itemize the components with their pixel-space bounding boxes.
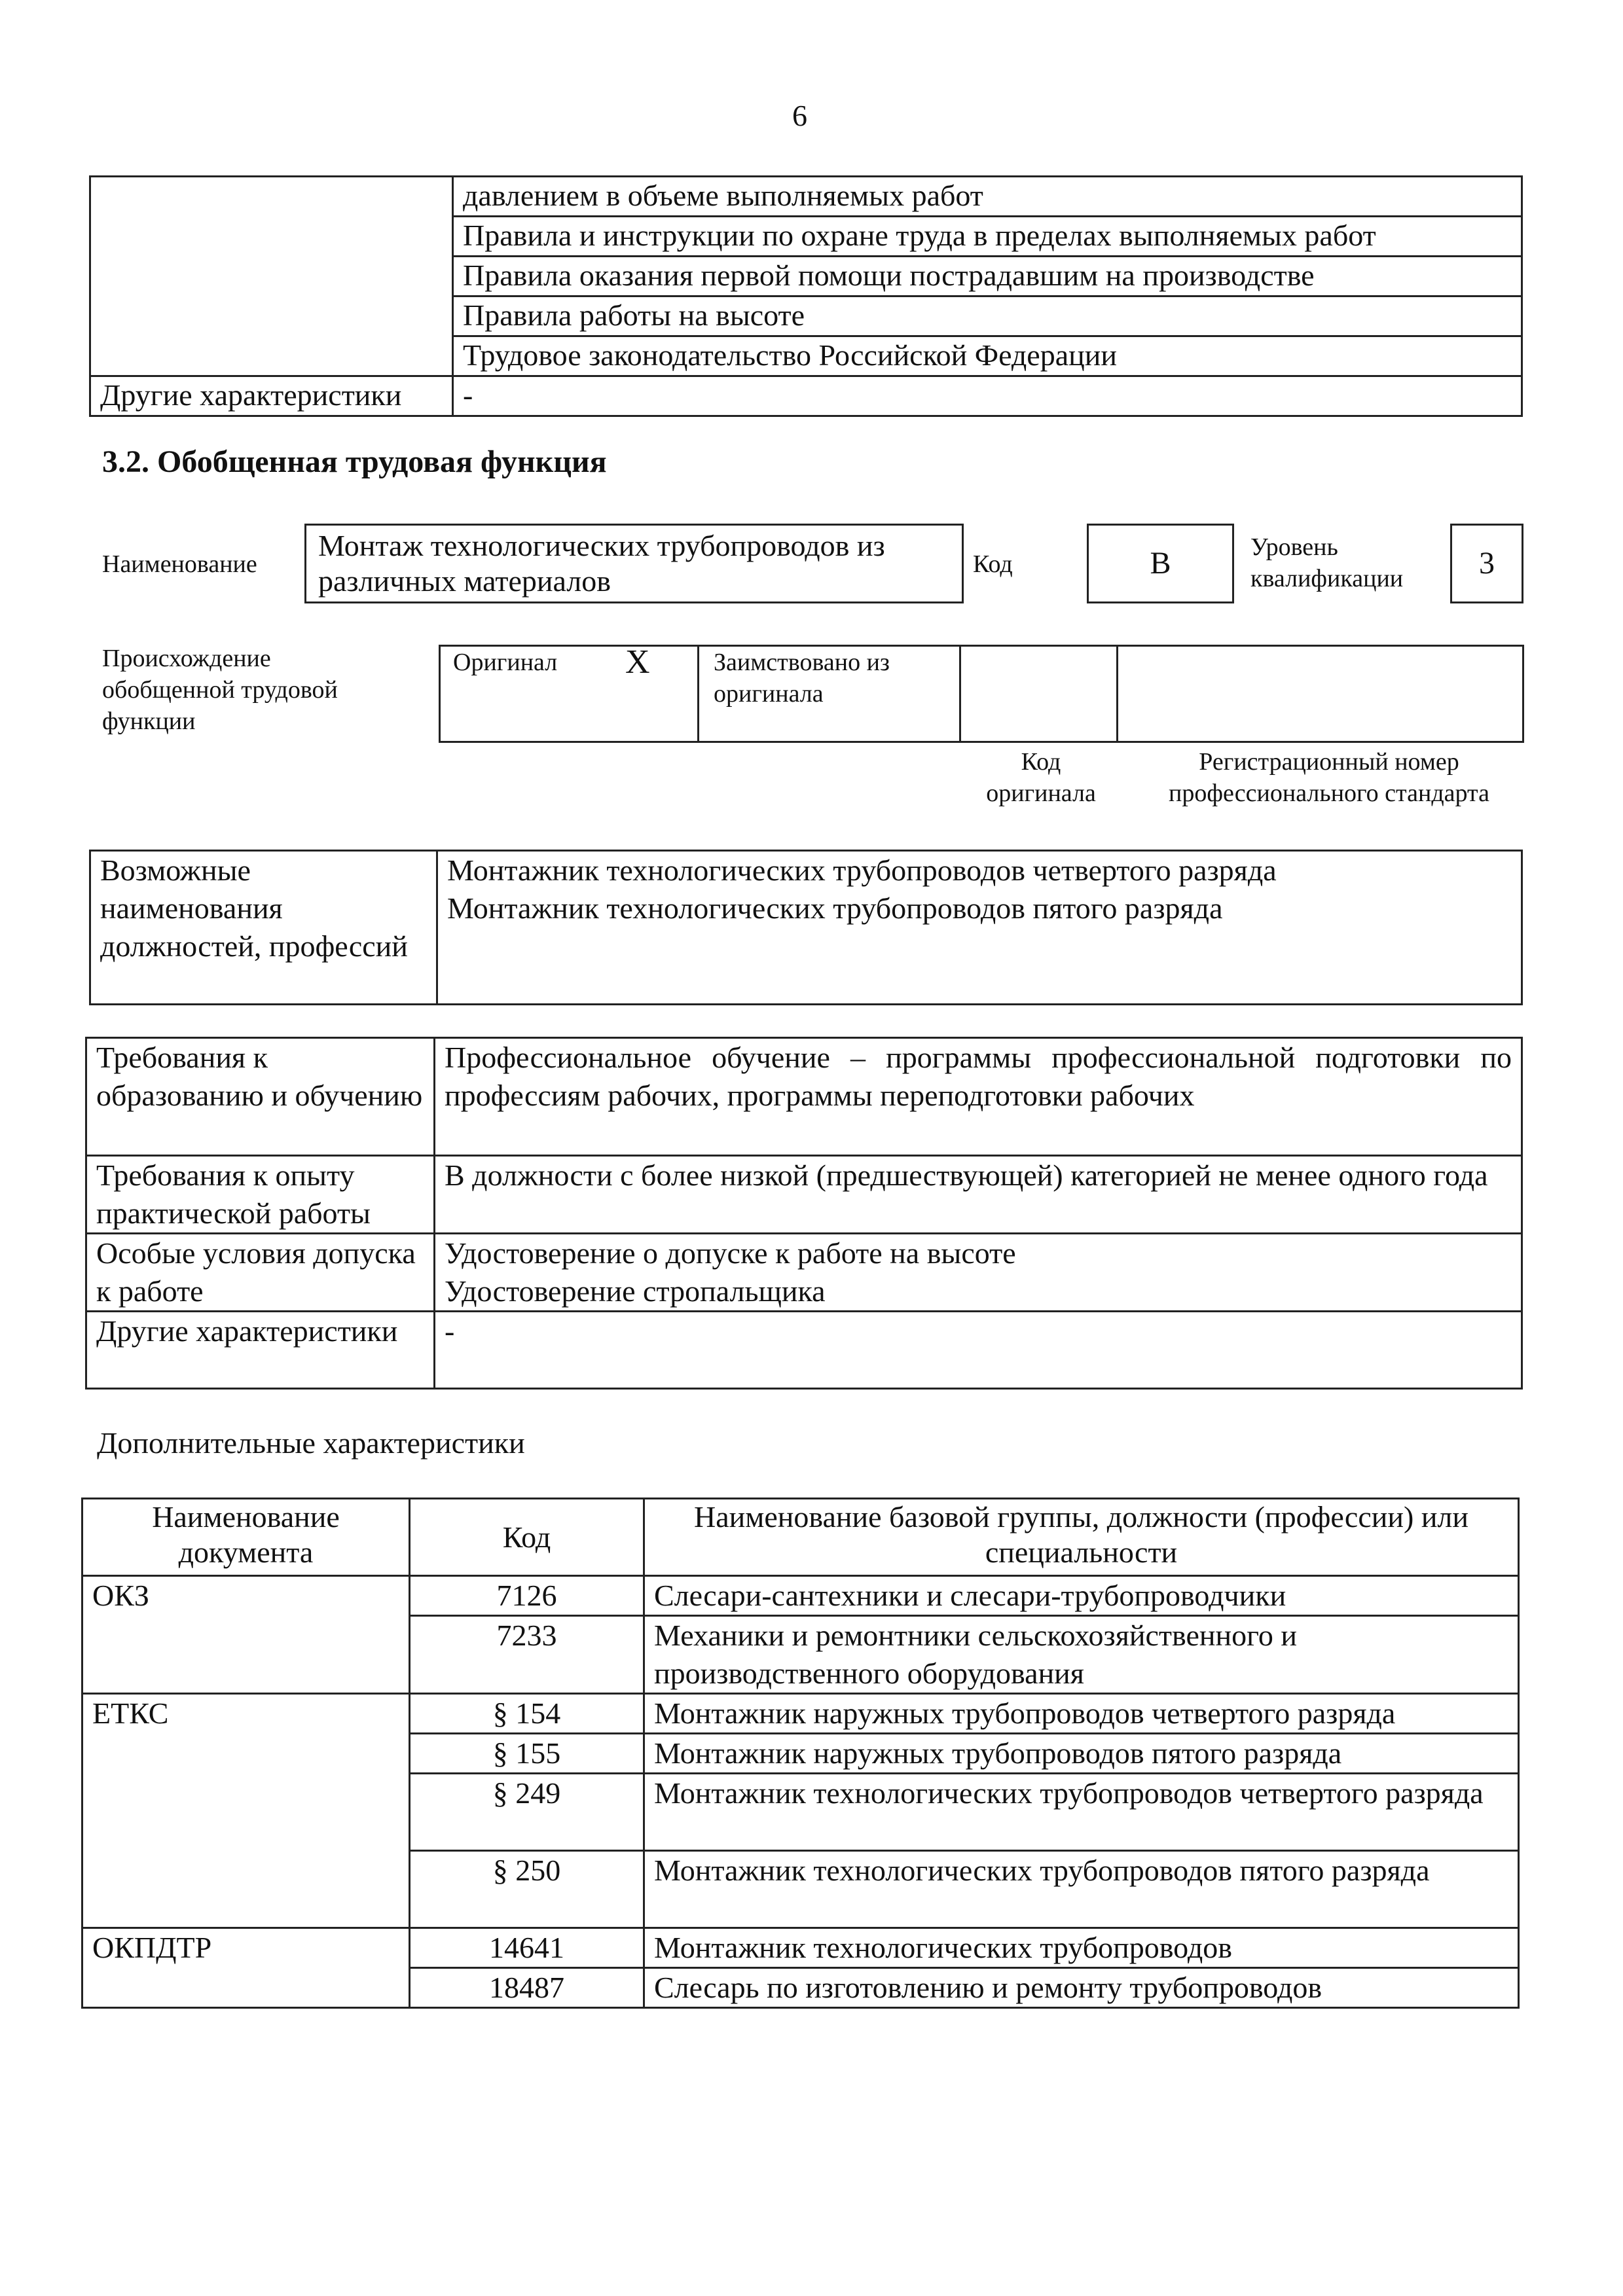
table-row: Трудовое законодательство Российской Федерации (453, 336, 1522, 376)
code-original-caption: Код оригинала (986, 748, 1096, 807)
doc-okpdtr: ОКПДТР (82, 1928, 410, 2008)
name-cell: Слесарь по изготовлению и ремонту трубопроводов (644, 1968, 1519, 2008)
name-cell: Монтажник технологических трубопроводов (644, 1928, 1519, 1968)
name-cell: Монтажник технологических трубопроводов пятого разряда (644, 1851, 1519, 1928)
name-label: Наименование (102, 550, 257, 578)
list-item: Монтажник технологических трубопроводов четвертого разряда (447, 853, 1277, 887)
positions-label: Возможные наименования должностей, профессий (90, 851, 437, 1005)
name-cell: Монтажник наружных трубопроводов пятого разряда (644, 1734, 1519, 1774)
code-value: B (1150, 546, 1171, 581)
name-value: Монтаж технологических трубопроводов из различных материалов (318, 529, 885, 598)
doc-etks: ЕТКС (82, 1694, 410, 1928)
code-cell: 7233 (410, 1616, 644, 1694)
additional-table (81, 1498, 1520, 2009)
other-label: Другие характеристики (86, 1312, 435, 1389)
education-label: Требования к образованию и обучению (86, 1038, 435, 1156)
code-value-box (1087, 524, 1234, 603)
code-cell: § 154 (410, 1694, 644, 1734)
list-item: Удостоверение стропальщика (445, 1274, 826, 1308)
code-cell: § 155 (410, 1734, 644, 1774)
borrowed-label: Заимствовано из оригинала (714, 649, 890, 708)
divider (1116, 645, 1118, 743)
code-label: Код (973, 550, 1013, 578)
name-cell: Механики и ремонтники сельскохозяйственного и производственного оборудования (644, 1616, 1519, 1694)
code-cell: 7126 (410, 1576, 644, 1616)
code-cell: § 250 (410, 1851, 644, 1928)
level-label: Уровень квалификации (1250, 533, 1404, 592)
original-mark: X (625, 643, 650, 681)
divider (959, 645, 961, 743)
origin-label: Происхождение обобщенной трудовой функции (102, 645, 338, 735)
origin-box (439, 645, 1524, 743)
positions-table (89, 850, 1523, 1005)
other-characteristics-value: - (453, 376, 1522, 416)
level-value-box (1450, 524, 1523, 603)
education-value: Профессиональное обучение – программы профессиональной подготовки по профессиям рабочих, программы переподготовки рабочих (435, 1038, 1522, 1156)
header-name: Наименование базовой группы, должности (профессии) или специальности (644, 1499, 1519, 1576)
table-row: Правила работы на высоте (453, 296, 1522, 336)
name-cell: Монтажник наружных трубопроводов четвертого разряда (644, 1694, 1519, 1734)
table-row: Правила и инструкции по охране труда в пределах выполняемых работ (453, 217, 1522, 257)
name-value-box (304, 524, 964, 603)
page-number: 6 (792, 99, 807, 132)
reg-number-caption: Регистрационный номер профессионального стандарта (1169, 748, 1489, 807)
list-item: Монтажник технологических трубопроводов пятого разряда (447, 891, 1223, 925)
other-characteristics-label: Другие характеристики (90, 376, 453, 416)
section-title: 3.2. Обобщенная трудовая функция (102, 444, 607, 479)
experience-label: Требования к опыту практической работы (86, 1156, 435, 1234)
code-cell: 18487 (410, 1968, 644, 2008)
empty-label-cell (90, 177, 453, 376)
continuation-table (89, 175, 1523, 417)
original-label: Оригинал (453, 649, 558, 676)
positions-values (437, 851, 1522, 1005)
name-cell: Монтажник технологических трубопроводов четвертого разряда (644, 1774, 1519, 1851)
list-item: Удостоверение о допуске к работе на высоте (445, 1236, 1016, 1270)
header-code: Код (410, 1499, 644, 1576)
table-row: Правила оказания первой помощи пострадавшим на производстве (453, 257, 1522, 296)
header-document: Наименование документа (82, 1499, 410, 1576)
additional-title: Дополнительные характеристики (97, 1426, 525, 1460)
doc-okz: ОКЗ (82, 1576, 410, 1694)
other-value: - (435, 1312, 1522, 1389)
table-row: давлением в объеме выполняемых работ (453, 177, 1522, 217)
requirements-table (85, 1037, 1523, 1390)
code-cell: 14641 (410, 1928, 644, 1968)
name-cell: Слесари-сантехники и слесари-трубопроводчики (644, 1576, 1519, 1616)
divider (697, 645, 699, 743)
experience-value: В должности с более низкой (предшествующей) категорией не менее одного года (435, 1156, 1522, 1234)
code-cell: § 249 (410, 1774, 644, 1851)
special-conditions-label: Особые условия допуска к работе (86, 1234, 435, 1312)
level-value: 3 (1479, 546, 1495, 581)
special-conditions-value (435, 1234, 1522, 1312)
